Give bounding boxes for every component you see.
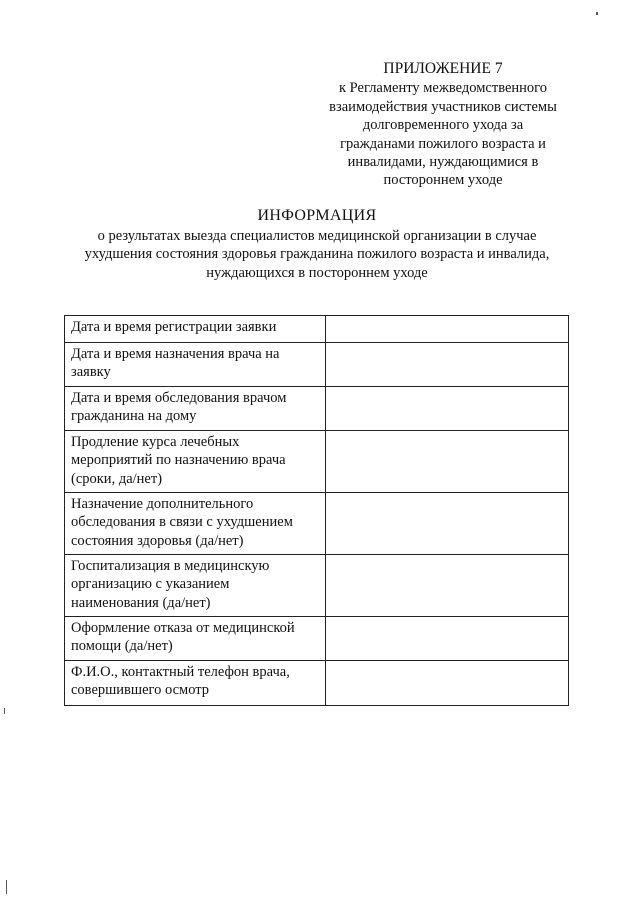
document-subtitle-line: ухудшения состояния здоровья гражданина пожилого возраста и инвалида, — [84, 246, 550, 263]
row-value-field[interactable] — [326, 617, 569, 661]
row-label: Дата и время обследования врачом гражданина на дому — [65, 387, 326, 431]
appendix-line: к Регламенту межведомственного — [339, 80, 547, 97]
table-row — [65, 661, 569, 706]
appendix-line: инвалидами, нуждающимися в — [347, 154, 539, 171]
table-row — [65, 493, 569, 555]
scan-speck — [4, 708, 5, 714]
document-title: ИНФОРМАЦИЯ — [257, 207, 377, 224]
row-label: Оформление отказа от медицинской помощи (да/нет) — [65, 617, 326, 661]
row-value-field[interactable] — [326, 431, 569, 493]
row-label: Ф.И.О., контактный телефон врача, совершившего осмотр — [65, 661, 326, 706]
table-row — [65, 555, 569, 617]
appendix-header — [312, 60, 574, 190]
document-subtitle-line: нуждающихся в постороннем уходе — [206, 264, 428, 281]
document-title-block — [40, 207, 594, 282]
row-label: Продление курса лечебных мероприятий по назначению врача (сроки, да/нет) — [65, 431, 326, 493]
document-subtitle-line: о результатах выезда специалистов медицинской организации в случае — [97, 227, 537, 244]
row-value-field[interactable] — [326, 555, 569, 617]
row-value-field[interactable] — [326, 661, 569, 706]
row-value-field[interactable] — [326, 493, 569, 555]
table-row — [65, 343, 569, 387]
appendix-line: постороннем уходе — [383, 172, 503, 189]
appendix-heading: ПРИЛОЖЕНИЕ 7 — [383, 60, 503, 77]
scan-speck — [596, 12, 598, 15]
row-value-field[interactable] — [326, 387, 569, 431]
row-label: Дата и время регистрации заявки — [65, 316, 326, 343]
info-table — [64, 315, 569, 706]
table-row — [65, 617, 569, 661]
row-label: Дата и время назначения врача на заявку — [65, 343, 326, 387]
appendix-line: гражданами пожилого возраста и — [340, 135, 546, 152]
scan-speck — [6, 880, 7, 894]
row-value-field[interactable] — [326, 316, 569, 343]
table-row — [65, 316, 569, 343]
table-row — [65, 431, 569, 493]
appendix-line: долговременного ухода за — [362, 117, 524, 134]
table-row — [65, 387, 569, 431]
row-value-field[interactable] — [326, 343, 569, 387]
row-label: Госпитализация в медицинскую организацию с указанием наименования (да/нет) — [65, 555, 326, 617]
row-label: Назначение дополнительного обследования в связи с ухудшением состояния здоровья (да/нет) — [65, 493, 326, 555]
appendix-line: взаимодействия участников системы — [329, 98, 557, 115]
